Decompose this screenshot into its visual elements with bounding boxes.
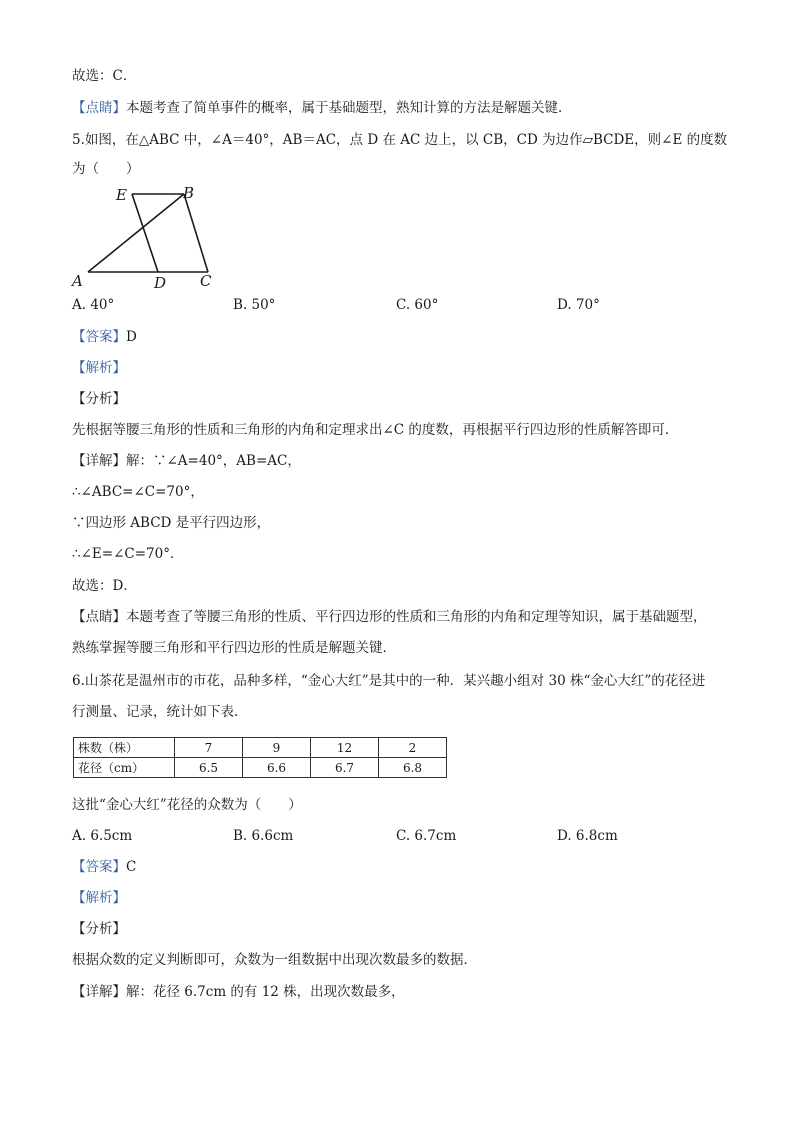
q6-stem-line1: 6.山茶花是温州市的市花，品种多样，“金心大红”是其中的一种．某兴趣小组对 30 株“金心大红”的花径进 bbox=[72, 673, 706, 689]
comment-tag: 【点睛】 bbox=[72, 609, 126, 625]
table-cell: 7 bbox=[175, 738, 243, 758]
label-E: E bbox=[116, 186, 127, 204]
q5-option-a: A. 40° bbox=[72, 297, 115, 313]
q5-comment-2: 熟练掌握等腰三角形和平行四边形的性质是解题关键． bbox=[72, 640, 396, 656]
table-cell: 6.7 bbox=[311, 758, 379, 778]
answer-tag: 【答案】 bbox=[72, 859, 126, 875]
q5-stem-line1: 5.如图，在△ABC 中，∠A＝40°，AB＝AC，点 D 在 AC 边上，以 CB，CD 为边作▱BCDE，则∠E 的度数 bbox=[72, 132, 728, 148]
detail-text: 解：花径 6.7cm 的有 12 株，出现次数最多， bbox=[126, 984, 405, 1000]
q5-analysis-tag: 【解析】 bbox=[72, 360, 126, 376]
comment-text: 本题考查了等腰三角形的性质、平行四边形的性质和三角形的内角和定理等知识，属于基础题型， bbox=[126, 609, 707, 625]
table-cell: 6.5 bbox=[175, 758, 243, 778]
q6-data-table bbox=[73, 737, 447, 778]
q6-question: 这批“金心大红”花径的众数为（ ） bbox=[72, 797, 302, 813]
q4-comment bbox=[72, 98, 572, 118]
q5-parallelogram-figure bbox=[70, 180, 230, 292]
q6-option-b: B. 6.6cm bbox=[233, 828, 294, 844]
table-cell: 6.6 bbox=[243, 758, 311, 778]
detail-text: 解：∵∠A=40°，AB=AC， bbox=[126, 453, 301, 469]
table-cell: 12 bbox=[311, 738, 379, 758]
table-row bbox=[74, 738, 447, 758]
table-cell: 9 bbox=[243, 738, 311, 758]
q5-detail-1 bbox=[72, 451, 301, 471]
table-cell: 6.8 bbox=[379, 758, 447, 778]
q5-detail-4: ∴∠E=∠C=70°． bbox=[72, 546, 184, 562]
table-header-count: 株数（株） bbox=[74, 738, 175, 758]
q6-option-d: D. 6.8cm bbox=[557, 828, 618, 844]
answer-value: D bbox=[126, 329, 137, 345]
detail-tag: 【详解】 bbox=[72, 453, 126, 469]
label-A: A bbox=[72, 272, 83, 290]
label-D: D bbox=[154, 274, 167, 292]
q5-option-c: C. 60° bbox=[396, 297, 439, 313]
table-cell: 2 bbox=[379, 738, 447, 758]
q6-option-a: A. 6.5cm bbox=[72, 828, 133, 844]
q6-fenxi-tag: 【分析】 bbox=[72, 921, 126, 937]
detail-tag: 【详解】 bbox=[72, 984, 126, 1000]
answer-tag: 【答案】 bbox=[72, 329, 126, 345]
table-header-diameter: 花径（cm） bbox=[74, 758, 175, 778]
comment-tag: 【点睛】 bbox=[72, 100, 126, 116]
q5-choice: 故选：D． bbox=[72, 578, 137, 594]
q6-detail-1 bbox=[72, 982, 405, 1002]
q6-analysis-tag: 【解析】 bbox=[72, 890, 126, 906]
q5-comment-1 bbox=[72, 607, 707, 627]
q5-fenxi: 先根据等腰三角形的性质和三角形的内角和定理求出∠C 的度数，再根据平行四边形的性质解答即可． bbox=[72, 422, 679, 438]
q5-detail-2: ∴∠ABC=∠C=70°， bbox=[72, 484, 204, 500]
table-row bbox=[74, 758, 447, 778]
q5-option-b: B. 50° bbox=[233, 297, 276, 313]
label-C: C bbox=[200, 272, 212, 290]
q6-stem-line2: 行测量、记录，统计如下表． bbox=[72, 704, 248, 720]
q5-option-d: D. 70° bbox=[557, 297, 600, 313]
comment-text: 本题考查了简单事件的概率，属于基础题型，熟知计算的方法是解题关键． bbox=[126, 100, 572, 116]
answer-value: C bbox=[126, 859, 137, 875]
q5-stem-line2: 为（ ） bbox=[72, 161, 140, 177]
q5-detail-3: ∵四边形 ABCD 是平行四边形， bbox=[72, 515, 271, 531]
q4-choice: 故选：C． bbox=[72, 68, 137, 84]
label-B: B bbox=[183, 184, 195, 202]
segment-BC bbox=[184, 194, 208, 272]
q6-option-c: C. 6.7cm bbox=[396, 828, 457, 844]
q6-answer bbox=[72, 857, 136, 877]
q5-answer bbox=[72, 327, 137, 347]
q6-fenxi: 根据众数的定义判断即可，众数为一组数据中出现次数最多的数据． bbox=[72, 952, 477, 968]
q5-fenxi-tag: 【分析】 bbox=[72, 391, 126, 407]
